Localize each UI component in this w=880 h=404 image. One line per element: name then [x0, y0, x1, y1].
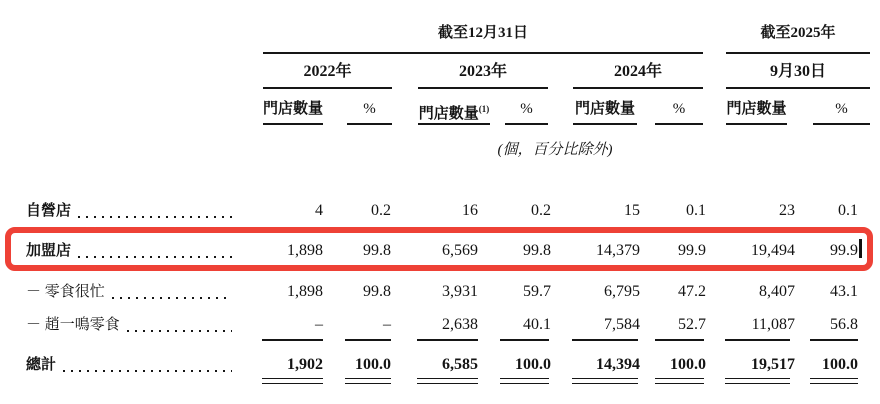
period-2024: 2024年	[613, 63, 662, 80]
cell-value: 11,087	[751, 316, 795, 333]
period-sep30: 9月30日	[769, 63, 826, 80]
rule-col-pct-2024	[655, 123, 703, 125]
cell-value: 14,394	[596, 356, 640, 373]
rule-col-pct-2023	[505, 123, 548, 125]
cell-value: 4	[315, 202, 323, 219]
col-header-stores-2022: 門店數量	[263, 101, 324, 117]
rule-subtotal-c5	[572, 339, 638, 341]
dot-leader	[78, 256, 232, 258]
period-2023: 2023年	[458, 63, 507, 80]
row-label-wrap	[26, 355, 234, 375]
rule-total-bottom-c5	[572, 383, 638, 385]
rule-total-top-c1	[262, 378, 323, 380]
rule-subtotal-c3	[417, 339, 478, 341]
cell-value: 8,407	[759, 283, 795, 300]
row-label-wrap	[26, 201, 234, 221]
rule-total-bottom-c2	[345, 383, 391, 385]
row-label-wrap	[26, 282, 234, 302]
cell-value: 16	[462, 202, 478, 219]
rule-subtotal-c8	[810, 339, 858, 341]
row-label-wrap	[26, 315, 234, 335]
rule-col-stores-2022	[263, 123, 323, 125]
cell-value: 59.7	[523, 283, 551, 300]
col-header-stores-2023-text: 門店數量	[418, 106, 479, 122]
rule-col-stores-2024	[573, 123, 637, 125]
row-label: － 趙一鳴零食	[26, 317, 120, 333]
cell-value: 99.9	[830, 242, 858, 259]
col-header-pct-2025: %	[835, 101, 848, 117]
rule-period-2023	[418, 87, 548, 89]
dot-leader	[63, 370, 232, 372]
col-header-pct-2024: %	[672, 101, 686, 117]
rule-period-2022	[263, 87, 392, 89]
cell-value: 6,569	[442, 242, 478, 259]
col-header-pct-2022: %	[363, 101, 376, 117]
rule-group-2025	[726, 52, 870, 54]
cell-value: –	[383, 316, 391, 333]
row-label: 總計	[26, 357, 57, 373]
cell-value: 56.8	[830, 316, 858, 333]
dot-leader	[112, 297, 232, 299]
cell-value: 0.2	[371, 202, 391, 219]
rule-total-bottom-c4	[500, 383, 549, 385]
rule-total-top-c7	[725, 378, 790, 380]
cell-value: 6,585	[442, 356, 478, 373]
cell-value: 40.1	[523, 316, 551, 333]
cell-value: 99.8	[363, 283, 391, 300]
rule-subtotal-c4	[500, 339, 549, 341]
row-label-wrap	[26, 241, 234, 261]
dot-leader	[78, 216, 232, 218]
rule-col-stores-2025	[726, 123, 787, 125]
rule-total-bottom-c8	[810, 383, 858, 385]
row-label: 加盟店	[26, 243, 72, 259]
rule-total-top-c8	[810, 378, 858, 380]
table-row-total	[0, 355, 880, 375]
cell-value: 0.1	[838, 202, 858, 219]
rule-group-dec31	[263, 52, 703, 54]
cell-value: 23	[779, 202, 795, 219]
cell-value: 1,898	[287, 283, 323, 300]
cell-value: 19,494	[751, 242, 795, 259]
cell-value: 2,638	[442, 316, 478, 333]
rule-period-2024	[573, 87, 703, 89]
cell-value: 99.8	[523, 242, 551, 259]
cell-value: 52.7	[678, 316, 706, 333]
rule-period-sep30	[726, 87, 870, 89]
cell-value: 100.0	[355, 356, 391, 373]
cell-value: 19,517	[751, 356, 795, 373]
cell-value: 1,898	[287, 242, 323, 259]
cell-value: 100.0	[822, 356, 858, 373]
row-label: 自營店	[26, 203, 72, 219]
cell-value: 100.0	[670, 356, 706, 373]
cell-value: 15	[624, 202, 640, 219]
dot-leader	[127, 330, 232, 332]
table-row-franchise	[0, 241, 880, 261]
rule-total-bottom-c6	[655, 383, 704, 385]
rule-subtotal-c6	[655, 339, 704, 341]
table-row-self-operated	[0, 201, 880, 221]
rule-total-top-c5	[572, 378, 638, 380]
cell-value: 100.0	[515, 356, 551, 373]
cell-value: 47.2	[678, 283, 706, 300]
unit-note: (個，百分比除外)	[497, 142, 613, 158]
rule-col-pct-2025	[813, 123, 870, 125]
rule-total-bottom-c7	[725, 383, 790, 385]
col-header-stores-2025: 門店數量	[726, 101, 787, 117]
rule-total-top-c4	[500, 378, 549, 380]
cell-value: 0.1	[686, 202, 706, 219]
cell-value: 0.2	[531, 202, 551, 219]
group-header-dec31: 截至12月31日	[437, 25, 528, 41]
rule-total-top-c2	[345, 378, 391, 380]
text-caret	[859, 239, 862, 258]
col-header-stores-2023	[414, 100, 494, 123]
rule-col-pct-2022	[347, 123, 392, 125]
rule-total-bottom-c1	[262, 383, 323, 385]
footnote-marker: (1)	[478, 104, 490, 114]
cell-value: 43.1	[830, 283, 858, 300]
cell-value: 7,584	[604, 316, 640, 333]
cell-value: –	[315, 316, 323, 333]
cell-value: 99.9	[678, 242, 706, 259]
cell-value: 14,379	[596, 242, 640, 259]
rule-subtotal-c1	[262, 339, 323, 341]
rule-total-bottom-c3	[417, 383, 478, 385]
rule-total-top-c3	[417, 378, 478, 380]
table-row-lingshihenmang	[0, 282, 880, 302]
rule-total-top-c6	[655, 378, 704, 380]
col-header-stores-2024: 門店數量	[574, 101, 635, 117]
row-label: － 零食很忙	[26, 284, 105, 300]
cell-value: 3,931	[442, 283, 478, 300]
rule-subtotal-c2	[345, 339, 391, 341]
cell-value: 1,902	[287, 356, 323, 373]
group-header-2025: 截至2025年	[760, 25, 836, 41]
cell-value: 6,795	[604, 283, 640, 300]
cell-value: 99.8	[363, 242, 391, 259]
period-2022: 2022年	[303, 63, 352, 80]
col-header-pct-2023: %	[520, 101, 533, 117]
table-row-zhaoyiming	[0, 315, 880, 335]
rule-subtotal-c7	[725, 339, 790, 341]
rule-col-stores-2023	[418, 123, 490, 125]
